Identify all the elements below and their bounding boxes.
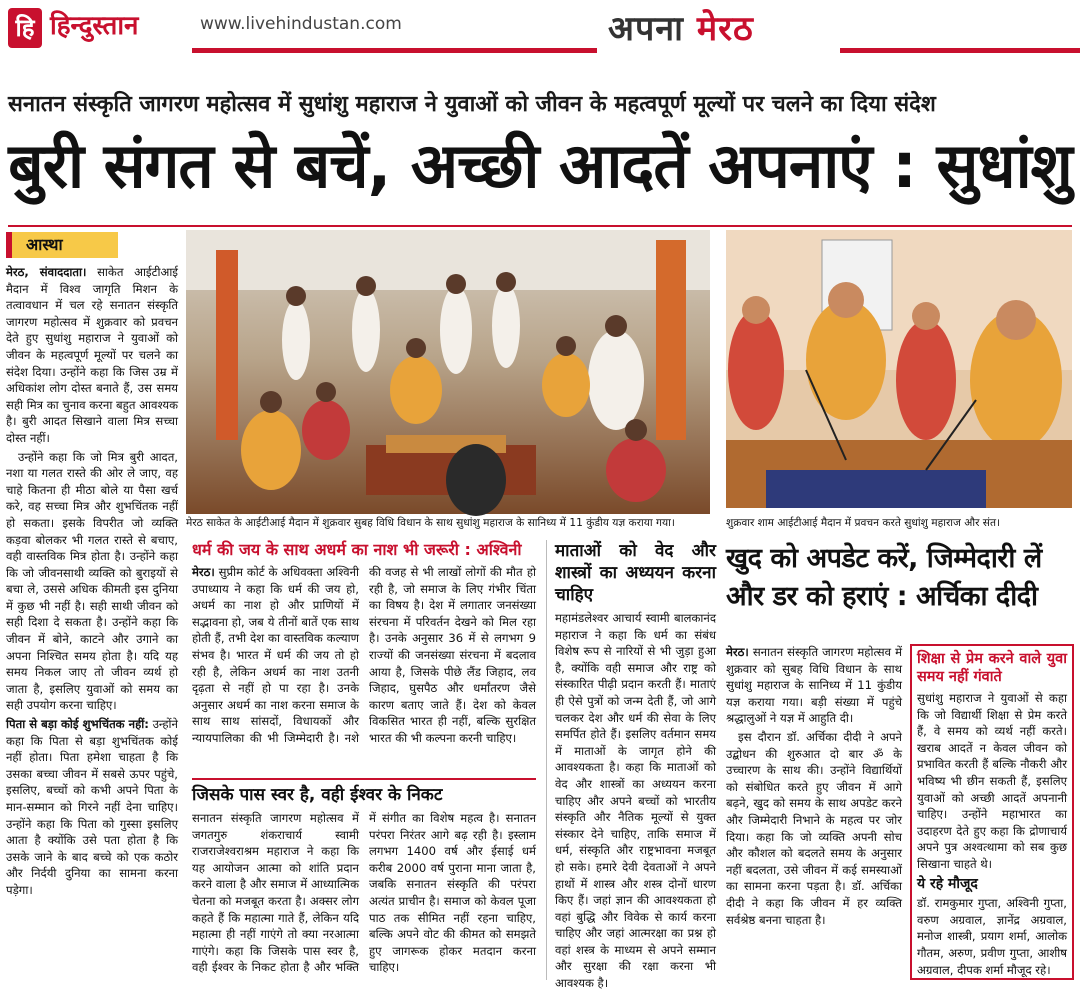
article-ashwini-text-block [192,564,536,748]
right-photo-pravachan [726,230,1072,508]
article-mataon-title: माताओं को वेद और शास्त्रों का अध्ययन करना चाहिए [555,541,716,605]
section-title-accent: मेरठ [696,9,754,49]
article-ashwini-title: धर्म की जय के साथ अधर्म का नाश भी जरूरी : अश्विनी [192,540,522,559]
article-archika-headline-line-2: और डर को हराएं : अर्चिका दीदी [726,581,1038,612]
attendees-list: डॉ. रामकुमार गुप्ता, अश्विनी गुप्ता, वरुण अग्रवाल, ज्ञानेंद्र अग्रवाल, मनोज शास्त्री, प्रयाग शर्मा, आलोक गौतम, अरुण, प्रवीण गुप्ता, आशीष अग्रवाल, दीपक शर्मा मौजूद रहे। [917,896,1067,977]
article-ashwini [192,540,536,772]
right-photo-illustration [726,230,1072,508]
left-paragraph-1 [6,264,178,447]
article-archika-dateline: मेरठ। [726,645,749,659]
masthead-rule-right [840,48,1080,53]
main-photo-illustration [186,230,710,514]
article-ashwini-dateline: मेरठ। [192,565,215,579]
article-archika-headline-line-1: खुद को अपडेट करें, जिम्मेदारी लें [726,543,1042,574]
hindustan-logo-icon: हि [8,8,42,48]
boxed-article-shiksha [910,644,1074,980]
right-photo-caption: शुक्रवार शाम आईटीआई मैदान में प्रवचन करते सुधांशु महाराज और संत। [726,517,1001,529]
article-mataon-text: महामंडलेश्वर आचार्य स्वामी बालकानंद महाराज ने कहा कि धर्म का संबंध विशेष रूप से नारियों से भी जुड़ा हुआ है, क्योंकि वही समाज और राष्ट्र को संस्कारित पीढ़ी प्रदान करती हैं। माताएं ही ऐसे पुत्रों को जन्म देती हैं, जो आगे चलकर देश और धर्म की सेवा के लिए समर्पित होते हैं। इसलिए वर्तमान समय में माताओं के जागृत होने की आवश्यकता है। कहा कि माताओं को वेद और शास्त्रों का अध्ययन करना चाहिए और अपने बच्चों को भारतीय संस्कृति और नैतिक मूल्यों से युक्त संस्कार देने चाहिए, ताकि समाज में धर्म, संस्कृति और राष्ट्रभावना मजबूत हो सके। हमारे देवी देवताओं ने अपने हाथों में शास्त्र और शस्त्र दोनों धारण किए हैं। जहां ज्ञान की आवश्यकता हो वहां बुद्धि और विवेक से कार्य करना चाहिए और जहां आत्मरक्षा का प्रश्न हो वहां शस्त्र के माध्यम से अपने सम्मान और सुरक्षा की रक्षा करना भी आवश्यक है। [555,611,716,991]
brand-name: हिन्दुस्तान [50,11,139,41]
section-title-prefix: अपना [608,9,697,49]
headline-rule [8,225,1072,227]
article-archika-paragraph-1-text: सनातन संस्कृति जागरण महोत्सव में शुक्रवार को सुबह विधि विधान के साथ सुधांशु महाराज के सानिध्य में 11 कुंडीय यज्ञ कराया गया। बड़ी संख्या में पहुंचे श्रद्धालुओं ने यज्ञ में आहुति दी। [726,645,902,726]
masthead-rule-left [192,48,597,53]
site-url: www.livehindustan.com [200,14,402,34]
article-swar-ishwar-title: जिसके पास स्वर है, वही ईश्वर के निकट [192,785,443,805]
article-archika-headline [726,540,1076,616]
article-ashwini-body [192,564,536,748]
boxed-article-shiksha-text: सुधांशु महाराज ने युवाओं से कहा कि जो विद्यार्थी शिक्षा से प्रेम करते हैं, वे समय को व्यर्थ नहीं करते। खराब आदतें न केवल जीवन को प्रभावित करती हैं बल्कि नौकरी और भविष्य भी छीन सकती हैं, इसलिए युवाओं को अच्छी आदतें अपनानी चाहिए। उन्होंने महाभारत का उदाहरण देते हुए कहा कि द्रोणाचार्य अपने पुत्र अश्वत्थामा को सब कुछ सिखाना चाहते थे। [917,691,1067,871]
left-paragraph-3 [6,716,178,899]
masthead [0,0,1080,62]
main-photo-yagya [186,230,710,514]
kicker-headline: सनातन संस्कृति जागरण महोत्सव में सुधांशु महाराज ने युवाओं को जीवन के महत्वपूर्ण मूल्यों पर चलने का दिया संदेश [8,92,936,117]
section-title [608,4,754,50]
article-ashwini-text: सुप्रीम कोर्ट के अधिवक्ता अश्विनी उपाध्याय ने कहा कि धर्म की जय हो, अधर्म का नाश हो और प्राणियों में सद्भावना हो, जब ये तीनों बातें एक साथ होती हैं, तभी देश का वास्तविक कल्याण संभव है। भारत में धर्म की जय तो हो रही है, लेकिन अधर्म का नाश उतनी दृढ़ता से नहीं हो पा रहा है। उनके अनुसार अधर्म का नाश करना समाज के साथ साथ सांसदों, विधायकों और न्यायपालिका की भी जिम्मेदारी है। नशे की वजह से भी लाखों लोगों की मौत हो रही है, जो समाज के लिए गंभीर चिंता का विषय है। देश में लगातार जनसंख्या संरचना में परिवर्तन देखने को मिल रहा है। उनके अनुसार 36 में से लगभग 9 राज्यों की जनसंख्या संरचना में बदलाव आया है, जिसके पीछे लैंड जिहाद, लव जिहाद, घुसपैठ और धर्मांतरण जैसे कारण बताए जाते हैं। देश को केवल विकसित भारत ही नहीं, बल्कि सुरक्षित भारत की भी कल्पना करनी चाहिए। [192,565,536,745]
left-paragraph-2: उन्होंने कहा कि जो मित्र बुरी आदत, नशा या गलत रास्ते की ओर ले जाए, वह चाहे कितना ही मीठा बोले या पैसा खर्च करे, वह सच्चा मित्र और शुभचिंतक नहीं हो सकता। इसके विपरीत जो व्यक्ति कड़वा बोलकर भी गलत रास्ते से बचाए, वही वास्तविक मित्र होता है। उन्होंने कहा कि जो जीवनसाथी व्यक्ति को बुराइयों से बचा ले, उससे अधिक कीमती इस दुनिया में कुछ भी नहीं है। सही साथी जीवन को सही दिशा दे सकता है। उन्होंने कहा कि जीवन में बोने, काटने और उगाने का अपना निश्चित समय होता है। यदि यह समय निकल जाए तो जीवन व्यर्थ हो जाता है, इसलिए युवाओं को समय का सही उपयोग करना चाहिए। [6,449,178,713]
left-subhead: पिता से बड़ा कोई शुभचिंतक नहीं: [6,717,149,732]
main-headline: बुरी संगत से बचें, अच्छी आदतें अपनाएं : सुधांशु [8,129,1072,202]
left-subhead-text: उन्होंने कहा कि पिता से बड़ा शुभचिंतक कोई नहीं होता। पिता हमेशा चाहता है कि उसका बच्चा जीवन में सबसे ऊपर पहुंचे, इसलिए, बच्चों को कभी अपने पिता के मान-सम्मान को गिरने नहीं देना चाहिए। उन्होंने कहा कि पिता को गुस्सा इसलिए आता है क्योंकि उसे पता होता है कि उसके जाने के बाद बच्चे को एक कठोर और निर्दयी दुनिया का सामना करना पड़ेगा। [6,717,178,897]
article-archika-body [726,644,902,980]
article-archika-paragraph-2: इस दौरान डॉ. अर्चिका दीदी ने अपने उद्बोधन की शुरुआत दो बार ॐ के उच्चारण के साथ की। उन्होंने विद्यार्थियों को संबोधित करते हुए जीवन में आगे बढ़ने, खुद को समय के साथ अपडेट करने और जिम्मेदारी निभाने के महत्व पर जोर दिया। कहा कि जो व्यक्ति अपनी सोच और कौशल को बदलते समय के अनुसार नहीं बदलता, उसे जीवन में कई समस्याओं का सामना करना पड़ता है। डॉ. अर्चिका दीदी ने कहा कि जीवन में हर व्यक्ति सर्वश्रेष्ठ बनना चाहता है। [726,729,902,927]
attendees-subtitle: ये रहे मौजूद [917,875,978,892]
left-dateline: मेरठ, संवाददाता। [6,265,87,279]
article-mataon-ko-ved [546,540,716,991]
article-archika-paragraph-1 [726,644,902,727]
left-column-article [6,232,178,980]
article-swar-ishwar-body [192,810,536,977]
boxed-article-shiksha-title: शिक्षा से प्रेम करने वाले युवा समय नहीं गंवाते [917,651,1067,685]
left-paragraph-1-text: साकेत आईटीआई मैदान में विश्व जागृति मिशन के तत्वावधान में चल रहे सनातन संस्कृति जागरण महोत्सव में शुक्रवार को प्रवचन देते हुए सुधांशु महाराज ने युवाओं को जीवन के महत्वपूर्ण मूल्यों पर चलने का संदेश दिया। उन्होंने कहा कि जिस उम्र में अधिकांश लोग दोस्त बनाते हैं, उस समय सही मित्र का चुनाव करना बहुत आवश्यक है। बुरी आदत सिखाने वाला मित्र सच्चा दोस्त नहीं। [6,265,179,445]
article-swar-ishwar-text: सनातन संस्कृति जागरण महोत्सव में जगतगुरु शंकराचार्य स्वामी राजराजेश्वराश्रम महाराज ने कहा कि यह आयोजन आत्मा को शांति प्रदान करने वाला है और समाज में आध्यात्मिक चेतना को मजबूत करता है। अक्सर लोग कहते हैं कि महात्मा गाते हैं, लेकिन यदि महात्मा ही नहीं गाएंगे तो क्या नरआत्मा गाएंगे। कहा कि जिसके पास स्वर है, वही ईश्वर के निकट होता है और भक्ति में संगीत का विशेष महत्व है। सनातन परंपरा निरंतर आगे बढ़ रही है। इस्लाम लगभग 1400 वर्ष और ईसाई धर्म करीब 2000 वर्ष पुराना माना जाता है, जबकि सनातन संस्कृति की परंपरा अत्यंत प्राचीन है। समाज को केवल पूजा पाठ तक सीमित नहीं रहना चाहिए, बल्कि अपने वोट की कीमत को समझते हुए जागरूक होकर मतदान करना चाहिए। [192,811,536,975]
main-photo-caption: मेरठ साकेत के आईटीआई मैदान में शुक्रवार सुबह विधि विधान के साथ सुधांशु महाराज के सानिध्य में 11 कुंडीय यज्ञ कराया गया। [186,517,675,529]
article-swar-ishwar [192,778,536,980]
section-tag: आस्था [6,232,118,258]
